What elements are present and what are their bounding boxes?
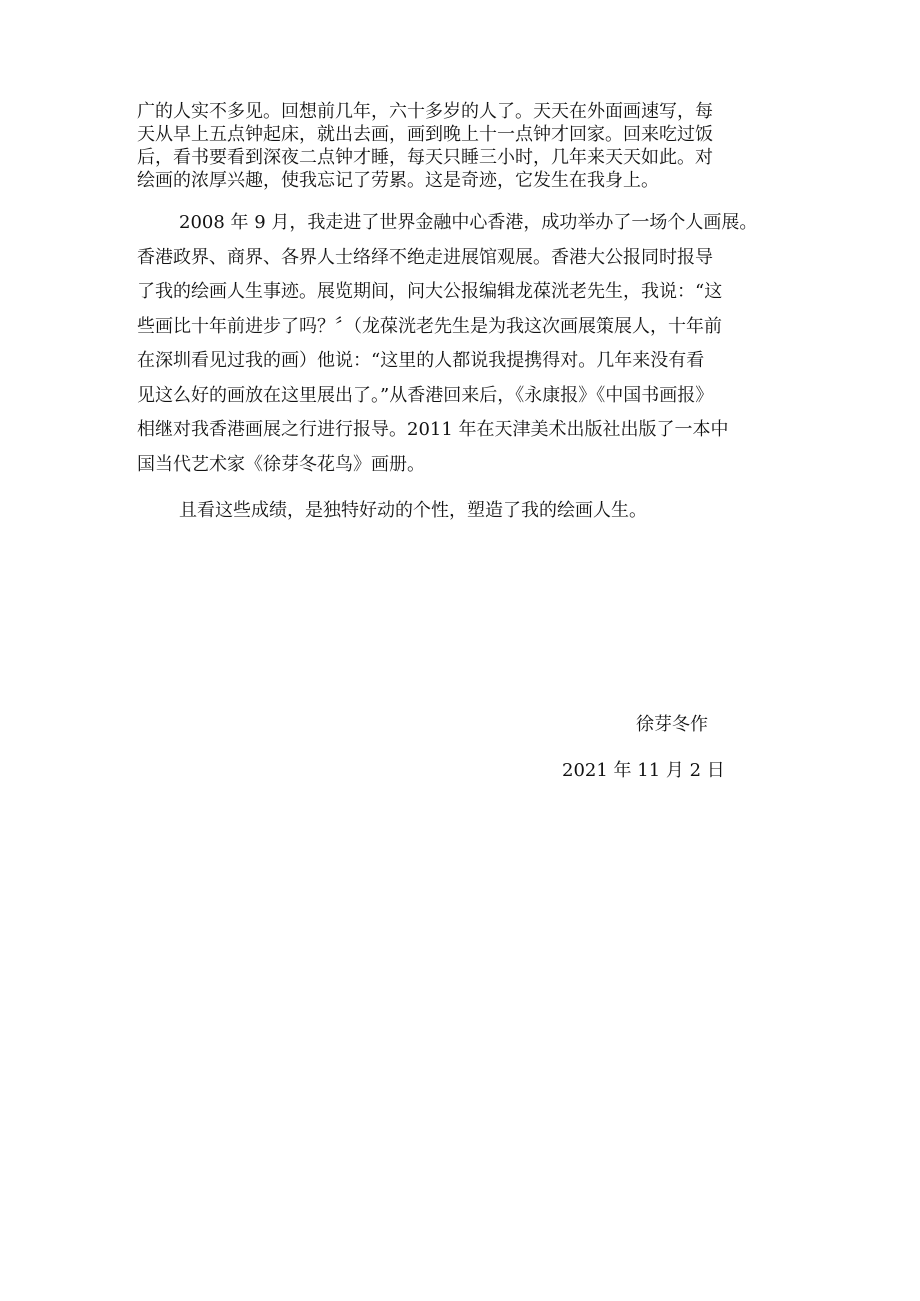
- text-line: 绘画的浓厚兴趣，使我忘记了劳累。这是奇迹，它发生在我身上。: [137, 170, 659, 191]
- signature-author: 徐芽冬作: [636, 714, 708, 735]
- paragraph-3: [137, 494, 785, 529]
- text-line: 国当代艺术家《徐芽冬花鸟》画册。: [137, 453, 425, 475]
- text-line: 香港政界、商界、各界人士络绎不绝走进展馆观展。香港大公报同时报导: [137, 246, 713, 268]
- text-line: 后，看书要看到深夜二点钟才睡，每天只睡三小时，几年来天天如此。对: [137, 147, 713, 168]
- text-line: 相继对我香港画展之行进行报导。2011 年在天津美术出版社出版了一本中: [137, 419, 729, 440]
- paragraph-2: [137, 206, 785, 482]
- text-line: 见这么好的画放在这里展出了。”从香港回来后，《永康报》《中国书画报》: [137, 384, 714, 406]
- signature-date: 2021 年 11 月 2 日: [562, 760, 725, 781]
- text-line: 且看这些成绩，是独特好动的个性，塑造了我的绘画人生。: [179, 500, 647, 521]
- text-line: 些画比十年前进步了吗？〞（龙葆洸老先生是为我这次画展策展人，十年前: [137, 315, 722, 337]
- paragraph-1: [137, 100, 785, 192]
- text-line: 在深圳看见过我的画）他说：“这里的人都说我提携得对。几年来没有看: [137, 350, 705, 371]
- text-line: 2008 年 9 月，我走进了世界金融中心香港，成功举办了一场个人画展。: [179, 212, 758, 233]
- body-text: [137, 100, 785, 529]
- text-line: 了我的绘画人生事迹。展览期间，问大公报编辑龙葆洸老先生，我说：“这: [137, 281, 723, 302]
- text-line: 天从早上五点钟起床，就出去画，画到晚上十一点钟才回家。回来吃过饭: [137, 124, 713, 145]
- text-line: 广的人实不多见。回想前几年，六十多岁的人了。天天在外面画速写，每: [137, 101, 713, 122]
